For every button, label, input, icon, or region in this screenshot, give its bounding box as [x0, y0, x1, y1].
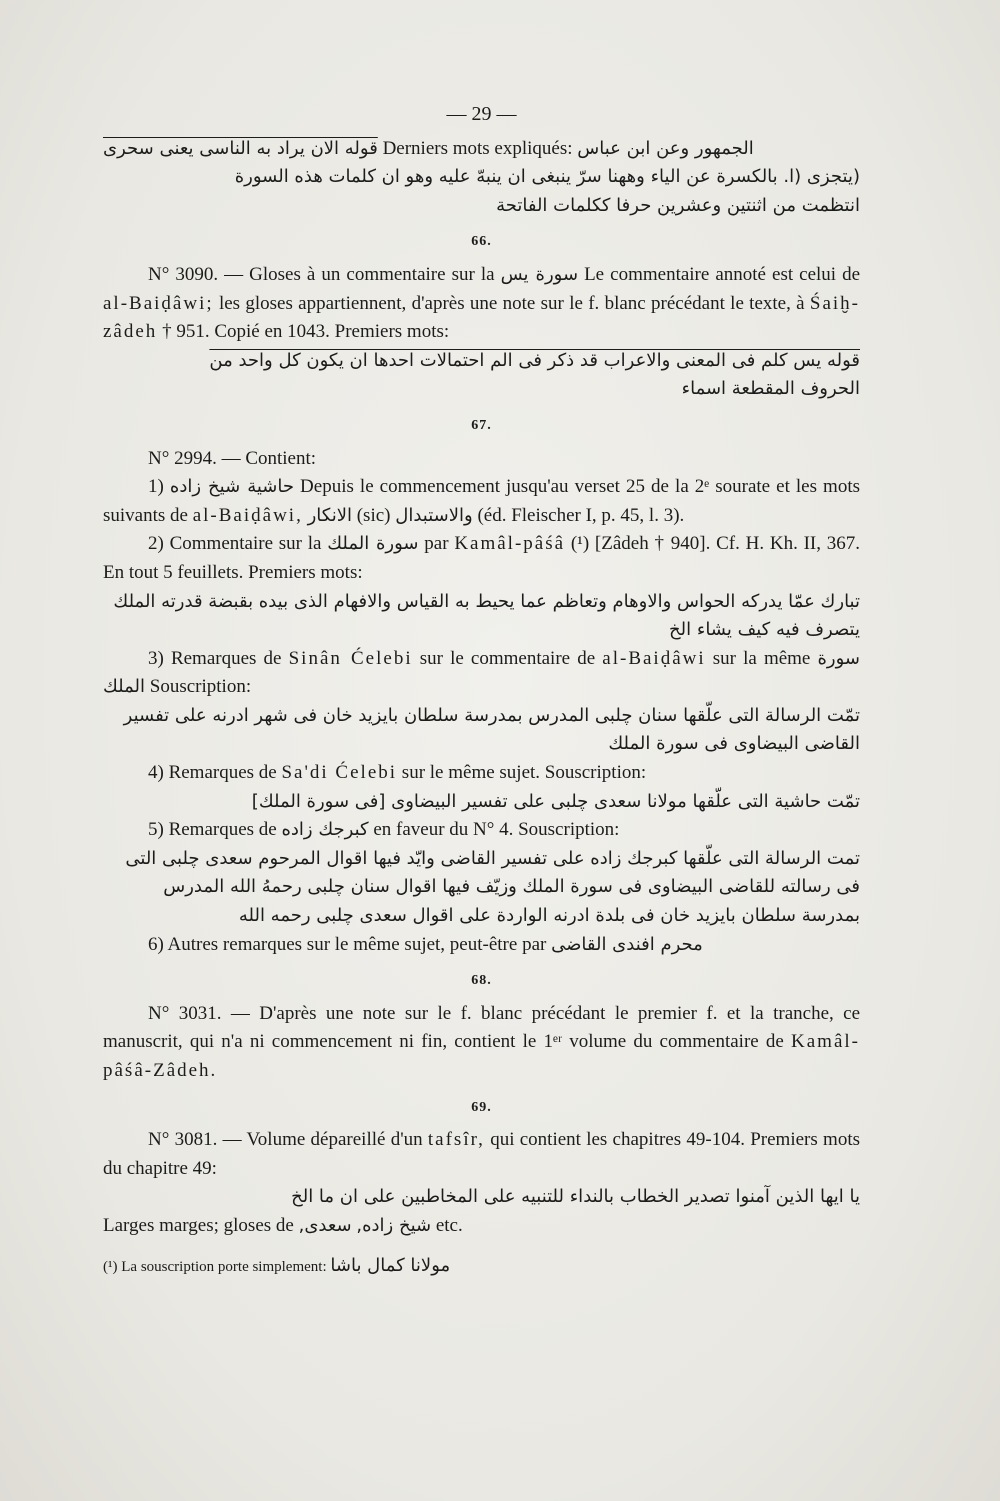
arabic-quote: تمّت حاشية التى علّقها مولانا سعدى چلبى على تفسير البيضاوى [فى سورة الملك] [251, 790, 860, 812]
section-heading-69: 69. [471, 1099, 492, 1115]
item-number: 5) [148, 819, 164, 841]
item-text: Commentaire sur la [169, 533, 322, 555]
item-text: par [424, 533, 449, 555]
arabic-text: مولانا كمال باشا [330, 1254, 451, 1276]
arabic-quote: قوله يس كلم فى المعنى والاعراب قد ذكر فى الم احتمالات احدها ان يكون كل واحد من [209, 349, 860, 371]
entry-number: N° 3031. — [148, 1002, 250, 1024]
arabic-text: والاستبدال [395, 504, 473, 526]
arabic-text: سورة يس [500, 263, 579, 285]
intro-line-1 [103, 135, 860, 164]
arabic-quote: تبارك عمّا يدركه الحواس والاوهام وتعاظم عما يحيط به القياس والافهام الذى بيده بقبضة قدرته الملك يتصرف فيه كيف يشاء الخ [113, 590, 860, 641]
entry-text: Contient: [245, 447, 317, 469]
entry-66-paragraph [103, 261, 860, 347]
arabic-text: سورة الملك [327, 533, 419, 555]
entry-text: Volume dépareillé d'un [246, 1129, 423, 1151]
item-text: sur le même sujet. Souscription: [401, 762, 647, 784]
item-number: 1) [148, 476, 164, 498]
arabic-text: الانكار [307, 504, 352, 526]
intro-line-2: (يتجزى (l. بالكسرة عن الياء وههنا سرّ ينبغى ان ينبهّ عليه وهو ان كلمات هذه السورة [234, 166, 860, 188]
item-text: sur le commentaire de [419, 647, 596, 669]
arabic-text: محرم افندى القاضى [551, 933, 703, 955]
section-heading-67: 67. [471, 417, 492, 433]
author-name: Sinân Ćelebi [288, 647, 413, 669]
entry-text: Larges marges; gloses de [103, 1214, 294, 1236]
item-number: 2) [148, 533, 164, 555]
item-3 [103, 645, 860, 702]
footnote-mark: (¹) [103, 1258, 118, 1275]
arabic-text: شيخ زاده, [356, 1214, 432, 1236]
footnote-text: La souscription porte simplement: [121, 1258, 327, 1275]
arabic-text: كبرجك زاده [281, 819, 369, 841]
arabic-quote: يا ايها الذين آمنوا تصدير الخطاب بالنداء للتنبيه على المخاطبين على ان ما الخ [291, 1186, 860, 1208]
entry-69-tail [103, 1212, 860, 1241]
item-number: 4) [148, 762, 164, 784]
entry-text: etc. [435, 1214, 463, 1236]
author-name: Śaiḫ-zâdeh [103, 292, 861, 343]
author-name: Kamâl-pâśâ-Zâdeh. [103, 1031, 861, 1081]
entry-text: Gloses à un commentaire sur la [249, 263, 495, 285]
item-5 [103, 816, 860, 845]
intro-text: Derniers mots expliqués: [382, 137, 573, 159]
author-name: Kamâl-pâśâ [454, 533, 566, 555]
intro-line-3: انتظمت من اثنتين وعشرين حرفا ككلمات الفاتحة [496, 194, 860, 216]
arabic-text: قوله الان يراد به الناسى يعنى سحرى [103, 137, 378, 159]
arabic-quote: تمت الرسالة التى علّقها كبرجك زاده على تفسير القاضى وايّد فيها اقوال المرحوم سعدى چلبى التى فى رسالته للقاضى البيضاوى فى سورة الملك وزيّف فيها اقوال سنان چلبى رحمهُ الله المدرس بمدرسة سلطان بايزيد خان فى بلدة ادرنه الواردة على اقوال سعدى چلبى رحمه الله [125, 847, 860, 927]
item-text: (¹) [Zâdeh † 940]. Cf. H. Kh. II, 367. En tout 5 feuillets. Premiers mots: [103, 533, 861, 583]
item-text: Souscription: [149, 676, 252, 698]
entry-text: † 951. Copié en 1043. Premiers mots: [162, 321, 450, 343]
intro-block [103, 135, 860, 221]
item-1 [103, 473, 860, 530]
item-text: en faveur du N° 4. Souscription: [373, 819, 620, 841]
item-text: Remarques de [168, 762, 277, 784]
arabic-quote: تمّت الرسالة التى علّقها سنان چلبى المدرس بمدرسة سلطان بايزيد خان فى شهر ادرنه على تفسير القاضى البيضاوى فى سورة الملك [123, 704, 860, 755]
item-text: (sic) [356, 504, 391, 526]
item-4 [103, 759, 860, 788]
item-number: 6) [148, 933, 164, 955]
footnote [103, 1255, 860, 1278]
item-text: Remarques de [168, 819, 277, 841]
author-name: al-Baiḍâwi; [103, 292, 214, 314]
arabic-text: سورة الملك [103, 647, 861, 698]
item-text: sur la même [712, 647, 811, 669]
entry-text: qui contient les chapitres 49-104. Premiers mots du chapitre 49: [103, 1129, 860, 1179]
entry-number: N° 3090. — [148, 263, 244, 285]
entry-67-intro [103, 445, 860, 474]
author-name: al-Baiḍâwi [602, 647, 706, 669]
page-number: — 29 — [446, 103, 517, 125]
item-number: 3) [148, 647, 164, 669]
entry-text: D'après une note sur le f. blanc précédant le premier f. et la tranche, ce manuscrit, qui n'a ni commencement ni fin, contient le 1ᵉʳ volume du commentaire de [103, 1002, 861, 1053]
item-text: Depuis le commencement jusqu'au verset 25 de la 2ᵉ sourate et les mots suivants de [103, 476, 861, 526]
entry-text: Le commentaire annoté est celui de [584, 263, 861, 285]
section-heading-68: 68. [471, 973, 492, 989]
author-name: al-Baiḍâwi, [192, 504, 303, 526]
term-name: tafsîr, [427, 1129, 485, 1151]
page-content [103, 100, 860, 1278]
arabic-quote: الحروف المقطعة اسماء [681, 378, 860, 400]
arabic-text: حاشية شيخ زاده [169, 476, 294, 498]
item-2 [103, 530, 860, 587]
section-heading-66: 66. [471, 234, 492, 250]
item-text: (éd. Fleischer I, p. 45, l. 3). [477, 504, 685, 526]
item-text: Autres remarques sur le même sujet, peut-être par [167, 933, 547, 955]
arabic-text: سعدى, [298, 1214, 352, 1236]
entry-number: N° 2994. — [148, 447, 241, 469]
entry-69-paragraph [103, 1126, 860, 1183]
arabic-text: الجمهور وعن ابن عباس [577, 137, 754, 159]
item-text: Remarques de [170, 647, 282, 669]
item-6 [103, 931, 860, 960]
entry-text: les gloses appartiennent, d'après une note sur le f. blanc précédant le texte, à [218, 292, 805, 314]
author-name: Sa'di Ćelebi [281, 762, 398, 784]
entry-number: N° 3081. — [148, 1129, 242, 1151]
entry-68-paragraph [103, 1000, 860, 1086]
